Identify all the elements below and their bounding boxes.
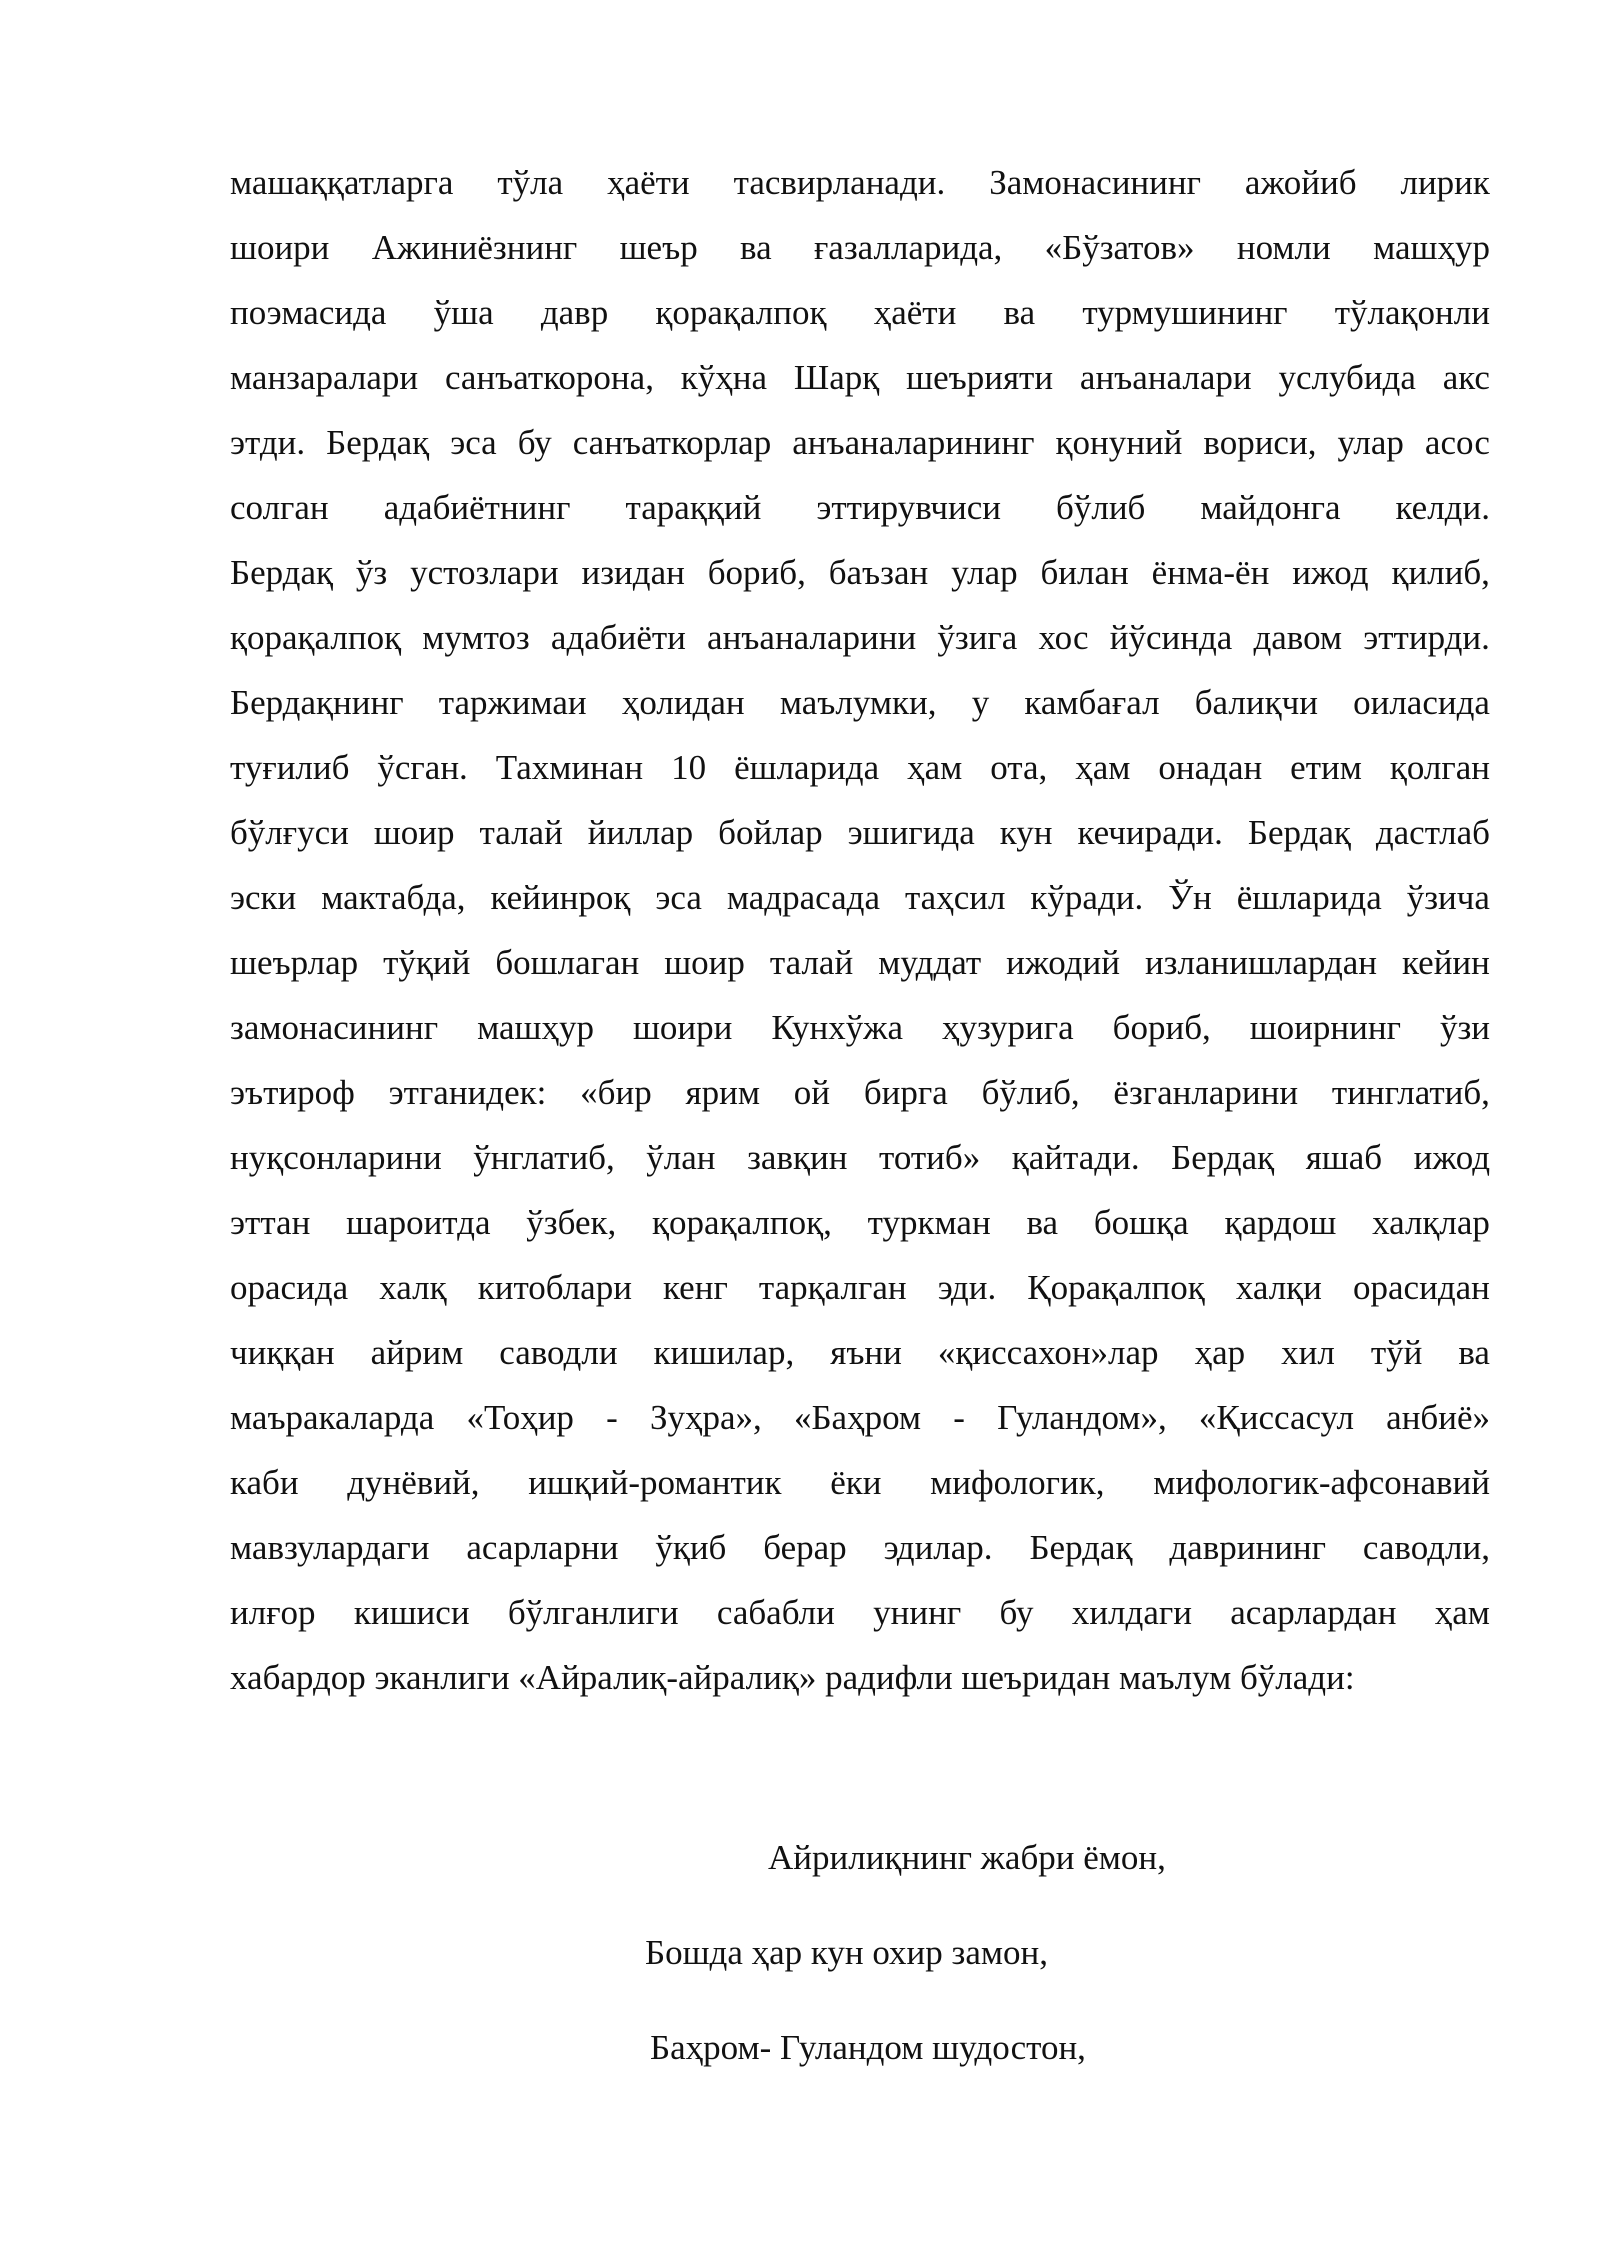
word: ва [1003,293,1036,332]
word: бирга [863,1073,948,1112]
word: шеърияти [906,358,1054,397]
word: ой [793,1073,831,1112]
word: халқи [1235,1268,1322,1307]
paragraph-line [230,930,1490,995]
word: ўнглатиб, [473,1138,615,1177]
word: анъаналарини [707,618,917,657]
word: қилиб, [1391,553,1490,592]
word: ҳам [907,748,963,787]
word: кун [999,813,1053,852]
word: мактабда, [321,878,466,917]
word: сабабли [716,1593,835,1632]
word: эдилар. [883,1528,993,1567]
word: машаққатларга [230,163,454,202]
word: санъаткорона, [444,358,654,397]
paragraph-line [230,215,1490,280]
word: дунёвий, [347,1463,480,1502]
word: ҳам [1434,1593,1490,1632]
word: кўҳна [680,358,768,397]
word: берар [763,1528,847,1567]
paragraph-line [230,345,1490,410]
word: устозлари [410,553,559,592]
word: ўша [433,293,494,332]
word: Ўн [1168,878,1212,917]
word: тараққий [625,488,762,527]
word: орасида [230,1268,349,1307]
word: кечиради. [1077,813,1223,852]
paragraph-line [230,1580,1490,1645]
paragraph-line [230,1385,1490,1450]
word: бориб, [1112,1008,1211,1047]
word: Зуҳра», [649,1398,762,1437]
word: эттирди. [1363,618,1490,657]
word: ҳам [1075,748,1131,787]
word: изидан [581,553,685,592]
word: нуқсонларини [230,1138,442,1177]
word: таржимаи [438,683,587,722]
word: ўлан [646,1138,716,1177]
paragraph-line [230,800,1490,865]
word: эшигида [847,813,975,852]
word: адабиётнинг [383,488,571,527]
word: Бердақ [1171,1138,1275,1177]
word: изланишлардан [1144,943,1378,982]
word: вориси, [1203,423,1317,462]
word: хил [1281,1333,1335,1372]
word: келди. [1395,488,1490,527]
word: ота, [990,748,1048,787]
word: тўла [497,163,564,202]
word: тасвирланади. [733,163,946,202]
word: туғилиб [230,748,350,787]
paragraph-line [230,1320,1490,1385]
word: маълумки, [779,683,937,722]
paragraph-line [230,605,1490,670]
word: ҳолидан [621,683,745,722]
word: «Тоҳир [466,1398,574,1437]
word: саводли, [1362,1528,1490,1567]
word: шоири [632,1008,733,1047]
word: Бердақ [230,553,334,592]
word: халқлар [1372,1203,1490,1242]
word: «Бўзатов» [1044,228,1195,267]
word: Бердақ [1247,813,1351,852]
body-paragraph [230,150,1490,1710]
paragraph-line [230,410,1490,475]
word: айрим [370,1333,464,1372]
word: этганидек: [388,1073,547,1112]
word: ҳузурига [941,1008,1074,1047]
word: - [953,1398,965,1437]
word: ижодий [1006,943,1120,982]
word: улар [1337,423,1404,462]
word: ўсган. [377,748,468,787]
word: хос [1038,618,1089,657]
word: ажойиб [1244,163,1357,202]
word: талай [769,943,854,982]
word: эттан [230,1203,311,1242]
word: асос [1424,423,1490,462]
word: эса [450,423,497,462]
word: давом [1253,618,1343,657]
word: дастлаб [1375,813,1490,852]
paragraph-line [230,280,1490,345]
word: замонасининг [230,1008,439,1047]
paragraph-line [230,670,1490,735]
word: кишилар, [653,1333,795,1372]
word: маъракаларда [230,1398,435,1437]
word: Кунхўжа [771,1008,903,1047]
word: билан [1040,553,1129,592]
word: ҳаёти [607,163,690,202]
word: ижод [1292,553,1369,592]
paragraph-line [230,1450,1490,1515]
word: йиллар [587,813,694,852]
word: шоири [230,228,330,267]
word: ҳар [1194,1333,1246,1372]
word: бўлиб [1056,488,1146,527]
word: майдонга [1200,488,1341,527]
word: ғазалларида, [813,228,1003,267]
word: асарларни [466,1528,619,1567]
word: Шарқ [793,358,880,397]
word: ижод [1413,1138,1490,1177]
word: саводли [499,1333,618,1372]
word: анбиё» [1386,1398,1490,1437]
word: бориб, [707,553,806,592]
word: ишқий-романтик [528,1463,782,1502]
word: Бердақ [326,423,430,462]
word: Гуландом», [997,1398,1167,1437]
word: ёшларида [734,748,880,787]
word: тинглатиб, [1331,1073,1490,1112]
word: хилдаги [1071,1593,1192,1632]
paragraph-line [230,540,1490,605]
word: номли [1236,228,1331,267]
word: ва [740,228,772,267]
word: «қиссахон»лар [937,1333,1159,1372]
word: ўзбек, [526,1203,617,1242]
word: китоблари [477,1268,632,1307]
word: ёнма-ён [1151,553,1270,592]
word: кейинроқ [490,878,631,917]
word: эса [655,878,702,917]
paragraph-line [230,1060,1490,1125]
word: яшаб [1305,1138,1383,1177]
word: чиққан [230,1333,335,1372]
word: давр [540,293,609,332]
verse-line: Айрилиқнинг жабри ёмон, [768,1838,1166,1877]
paragraph-line [230,1515,1490,1580]
word: шоир [373,813,455,852]
word: ёзганларини [1113,1073,1299,1112]
word: даврининг [1169,1528,1327,1567]
word: қорақалпоқ [230,618,402,657]
word: бўлғуси [230,813,349,852]
word: кўради. [1030,878,1144,917]
word: анъаналари [1079,358,1252,397]
word: «Баҳром [793,1398,922,1437]
word: унинг [873,1593,962,1632]
verse-line: Баҳром- Гуландом шудостон, [650,2028,1086,2067]
word: ёшларида [1236,878,1382,917]
word: камбағал [1024,683,1160,722]
word: кишиси [353,1593,470,1632]
word: ва [1026,1203,1059,1242]
word: ўз [355,553,388,592]
word: ёки [830,1463,882,1502]
word: яъни [830,1333,902,1372]
word: этди. [230,423,306,462]
word: талай [479,813,563,852]
word: поэмасида [230,293,387,332]
word: завқин [747,1138,848,1177]
word: манзаралари [230,358,419,397]
word: шоир [664,943,745,982]
word: бошлаган [495,943,640,982]
word: қорақалпоқ [655,293,827,332]
word: санъаткорлар [572,423,772,462]
paragraph-line [230,1190,1490,1255]
word: акс [1442,358,1490,397]
paragraph-line [230,995,1490,1060]
word: йўсинда [1109,618,1233,657]
word: етим [1290,748,1362,787]
word: анъаналарининг [792,423,1035,462]
verse-line: Бошда ҳар кун охир замон, [645,1933,1049,1972]
word: орасидан [1353,1268,1490,1307]
paragraph-line [230,150,1490,215]
word: «Қиссасул [1198,1398,1354,1437]
word: турмушининг [1082,293,1288,332]
word: бўлганлиги [507,1593,679,1632]
word: бошқа [1093,1203,1189,1242]
word: улар [951,553,1018,592]
word: адабиёти [550,618,686,657]
word: мифологик, [930,1463,1105,1502]
word: эътироф [230,1073,355,1112]
word: машҳур [477,1008,594,1047]
word: Тахминан [495,748,644,787]
word: каби [230,1463,299,1502]
word: тарқалган [758,1268,907,1307]
word: ҳаёти [873,293,957,332]
word: ўқиб [655,1528,727,1567]
word: мифологик-афсонавий [1153,1463,1490,1502]
word: қолган [1389,748,1490,787]
paragraph-line: хабардор эканлиги «Айралиқ-айралиқ» радифли шеъридан маълум бўлади: [230,1658,1355,1697]
word: Бердақ [1029,1528,1133,1567]
word: у [971,683,990,722]
word: эттирувчиси [816,488,1002,527]
word: шеър [619,228,698,267]
word: мумтоз [422,618,530,657]
word: «бир [580,1073,652,1112]
word: Қорақалпоқ [1027,1268,1205,1307]
word: шоирнинг [1249,1008,1401,1047]
word: асарлардан [1230,1593,1397,1632]
paragraph-line [230,735,1490,800]
word: таҳсил [904,878,1006,917]
word: мадрасада [726,878,880,917]
word: мавзулардаги [230,1528,430,1567]
word: қайтади. [1011,1138,1140,1177]
word: қорақалпоқ, [652,1203,832,1242]
paragraph-line [230,475,1490,540]
word: шеърлар [230,943,359,982]
word: кейин [1402,943,1490,982]
word: машҳур [1373,228,1490,267]
word: тотиб» [878,1138,981,1177]
word: ўзи [1439,1008,1490,1047]
word: халқ [379,1268,447,1307]
word: қардош [1224,1203,1337,1242]
word: бойлар [718,813,823,852]
word: 10 [671,748,707,787]
word: баъзан [828,553,929,592]
paragraph-line [230,865,1490,930]
word: тўлақонли [1334,293,1490,332]
word: тўқий [383,943,471,982]
word: тўй [1370,1333,1423,1372]
word: ярим [685,1073,760,1112]
word: эди. [937,1268,997,1307]
word: қонуний [1055,423,1183,462]
word: бўлиб, [981,1073,1080,1112]
word: туркман [867,1203,991,1242]
word: кенг [663,1268,728,1307]
word: илғор [230,1593,316,1632]
word: услубида [1278,358,1416,397]
word: балиқчи [1194,683,1318,722]
word: эски [230,878,297,917]
word: бу [517,423,552,462]
word: онадан [1158,748,1263,787]
word: Бердақнинг [230,683,404,722]
word: - [606,1398,618,1437]
paragraph-line [230,1125,1490,1190]
word: лирик [1400,163,1490,202]
word: ва [1458,1333,1490,1372]
word: муддат [878,943,982,982]
word: ўзича [1406,878,1490,917]
word: бу [999,1593,1034,1632]
word: Ажиниёзнинг [371,228,578,267]
word: солган [230,488,329,527]
word: ўзига [937,618,1018,657]
paragraph-line [230,1255,1490,1320]
word: оиласида [1353,683,1490,722]
word: шароитда [346,1203,491,1242]
word: Замонасининг [989,163,1201,202]
